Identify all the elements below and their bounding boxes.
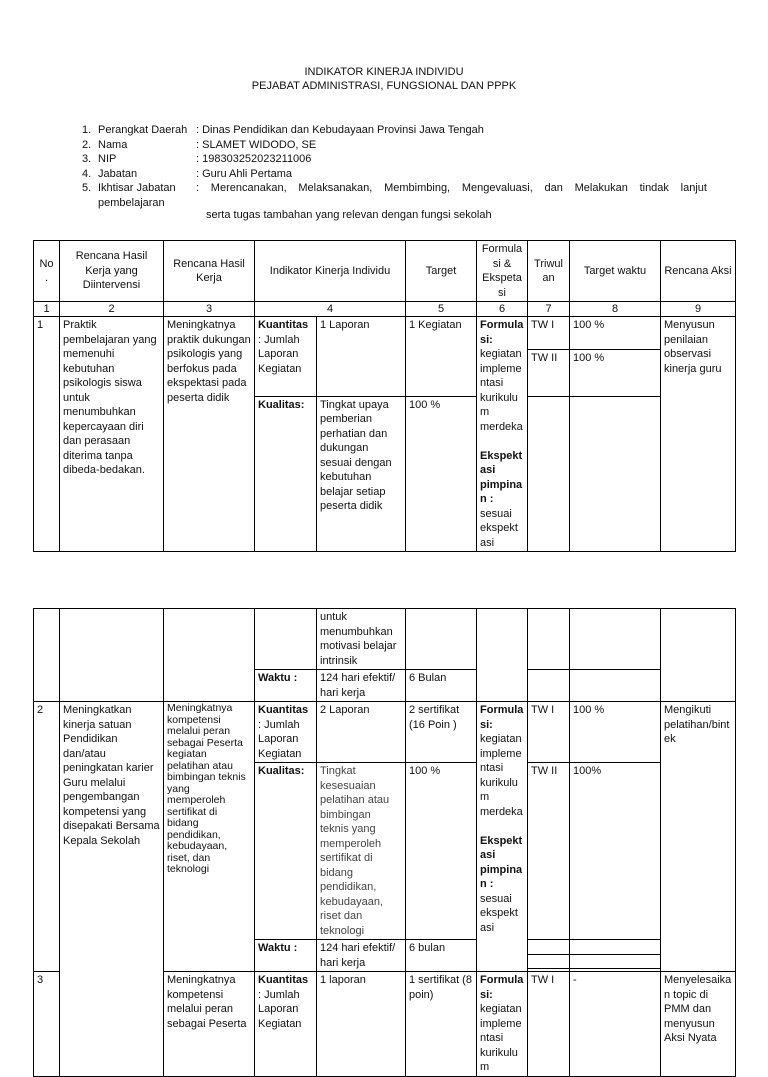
header-intervensi: Rencana Hasil Kerja yang Diintervensi <box>60 241 164 302</box>
row2-kuantitas-value: 2 Laporan <box>317 702 406 763</box>
row1-no: 1 <box>34 317 60 552</box>
row2-tw2-target: 100% <box>570 763 661 940</box>
row1-hasil: Meningkatnya praktik dukungan psikologis yang berfokus pada ekspektasi pada peserta didik <box>164 317 255 552</box>
row3-no: 3 <box>34 972 60 1077</box>
row2-kuantitas-target: 2 sertifikat (16 Poin ) <box>406 702 477 763</box>
row2-tw1: TW I <box>528 702 570 763</box>
document-subtitle: PEJABAT ADMINISTRASI, FUNGSIONAL DAN PPPK <box>251 80 517 92</box>
row1c-kualitas-value: untuk menumbuhkan motivasi belajar intrinsik <box>317 609 406 670</box>
header-target: Target <box>406 241 477 302</box>
info-label: NIP <box>98 153 117 165</box>
row2-waktu-target: 6 bulan <box>406 940 477 972</box>
row1-kuantitas-label: Kuantitas : Jumlah Laporan Kegiatan <box>255 317 317 397</box>
info-row-jabatan <box>82 167 707 182</box>
info-value: pembelajaran <box>98 196 165 209</box>
row1c-kualitas-target <box>406 609 477 670</box>
col-number: 6 <box>477 302 528 317</box>
row1-tw2-target: 100 % <box>570 350 661 396</box>
row1-tw1: TW I <box>528 317 570 350</box>
row1c-formulasi <box>477 609 528 702</box>
info-label: Ikhtisar Jabatan <box>98 182 176 194</box>
row1-tw2: TW II <box>528 350 570 396</box>
kinerja-table-page1 <box>33 240 736 552</box>
row1-tw1-target: 100 % <box>570 317 661 350</box>
document-title: INDIKATOR KINERJA INDIVIDU <box>304 66 464 78</box>
header-no: No . <box>34 241 60 302</box>
row2-aksi: Mengikuti pelatihan/bintek <box>661 702 736 972</box>
row1-kualitas-label: Kualitas: <box>255 396 317 551</box>
row1c-no <box>34 609 60 702</box>
row1-kualitas-value: Tingkat upaya pemberian perhatian dan dukungan sesuai dengan kebutuhan belajar setiap peserta didik <box>317 396 406 551</box>
row2-tw-empty <box>528 940 570 955</box>
row2-no: 2 <box>34 702 60 972</box>
kinerja-table-page2 <box>33 608 736 1077</box>
row3-tw1: TW I <box>528 972 570 1077</box>
row2-kualitas-target: 100 % <box>406 763 477 940</box>
info-row-nama <box>82 138 707 153</box>
row1c-aksi <box>661 609 736 702</box>
row2-intervensi: Meningkatkan kinerja satuan Pendidikan dan/atau peningkatan karier Guru melalui pengembangan kompetensi yang disepakati Bersama Kepala Sekolah <box>60 702 164 972</box>
row3-kuantitas-label: Kuantitas : Jumlah Laporan Kegiatan <box>255 972 317 1077</box>
row1c-target <box>570 609 661 670</box>
info-number: 5. <box>82 182 92 194</box>
row1c-waktu-label: Waktu : <box>255 670 317 702</box>
row1-kuantitas-value: 1 Laporan <box>317 317 406 397</box>
col-number: 8 <box>570 302 661 317</box>
row1c-tw-empty <box>528 670 570 702</box>
info-row-ikhtisar-cont <box>82 196 707 211</box>
row2-kuantitas-label: Kuantitas : Jumlah Laporan Kegiatan <box>255 702 317 763</box>
row2-hasil: Meningkatnya kompetensi melalui peran sebagai Peserta kegiatan pelatihan atau bimbingan teknis yang memperoleh sertifikat di bidang pendidikan, kebudayaan, riset, dan teknologi <box>164 702 255 972</box>
row3-kuantitas-value: 1 laporan <box>317 972 406 1077</box>
row1-formulasi: Formulasi: kegiatan implementasi kurikulum merdeka Ekspektasi pimpinan : sesuai ekspektasi <box>477 317 528 552</box>
info-value: : 198303252023211006 <box>196 153 312 165</box>
row1c-intervensi <box>60 609 164 702</box>
info-value: : Merencanakan, Melaksanakan, Membimbing, Mengevaluasi, dan Melakukan tindak lanjut <box>196 182 707 194</box>
row2-target-empty <box>570 955 661 968</box>
col-number: 9 <box>661 302 736 317</box>
header-hasil: Rencana Hasil Kerja <box>164 241 255 302</box>
info-label: Jabatan <box>98 167 138 180</box>
info-number: 2. <box>82 138 92 151</box>
row2-waktu-value: 124 hari efektif/ hari kerja <box>317 940 406 972</box>
row1c-tw <box>528 609 570 670</box>
row1-aksi: Menyusun penilaian observasi kinerja guru <box>661 317 736 552</box>
row3-tw1-target: - <box>570 972 661 1077</box>
row1c-waktu-target: 6 Bulan <box>406 670 477 702</box>
info-row-nip <box>82 152 707 167</box>
info-label: Nama <box>98 138 128 151</box>
header-formulasi: Formulasi & Ekspetasi <box>477 241 528 302</box>
header-target-waktu: Target waktu <box>570 241 661 302</box>
row1-tw-empty <box>528 396 570 551</box>
row1c-hasil <box>164 609 255 702</box>
row2-formulasi: Formulasi: kegiatan implementasi kurikulum merdeka Ekspektasi pimpinan : sesuai ekspektasi <box>477 702 528 972</box>
info-row-perangkat <box>82 123 707 138</box>
col-number: 7 <box>528 302 570 317</box>
info-value: : Guru Ahli Pertama <box>196 167 292 180</box>
info-value: : Dinas Pendidikan dan Kebudayaan Provinsi Jawa Tengah <box>196 124 484 136</box>
row1-kualitas-target: 100 % <box>406 396 477 551</box>
row3-kuantitas-target: 1 sertifikat (8 poin) <box>406 972 477 1077</box>
info-value-cont: serta tugas tambahan yang relevan dengan fungsi sekolah <box>206 209 492 221</box>
col-number: 2 <box>60 302 164 317</box>
info-label: Perangkat Daerah <box>98 124 188 136</box>
employee-info <box>82 123 707 210</box>
row2-tw-empty <box>528 955 570 968</box>
info-value: : SLAMET WIDODO, SE <box>196 138 317 151</box>
info-row-ikhtisar <box>82 181 707 196</box>
header-triwulan: Triwulan <box>528 241 570 302</box>
row1-kuantitas-target: 1 Kegiatan <box>406 317 477 397</box>
row2-waktu-label: Waktu : <box>255 940 317 972</box>
info-number: 4. <box>82 167 92 180</box>
row3-hasil: Meningkatnya kompetensi melalui peran sebagai Peserta <box>164 972 255 1077</box>
row1c-waktu-value: 124 hari efektif/ hari kerja <box>317 670 406 702</box>
row1c-target-empty <box>570 670 661 702</box>
col-number: 3 <box>164 302 255 317</box>
info-number: 3. <box>82 153 92 165</box>
row2-target-empty <box>570 940 661 955</box>
header-indikator: Indikator Kinerja Individu <box>255 241 406 302</box>
row3-aksi: Menyelesaikan topic di PMM dan menyusun Aksi Nyata <box>661 972 736 1077</box>
row3-formulasi: Formulasi: kegiatan implementasi kurikulum <box>477 972 528 1077</box>
row1-target-empty <box>570 396 661 551</box>
col-number: 4 <box>255 302 406 317</box>
row2-kualitas-value: Tingkat kesesuaian pelatihan atau bimbingan teknis yang memperoleh sertifikat di bidang pendidikan, kebudayaan, riset dan teknologi <box>317 763 406 940</box>
row2-tw2: TW II <box>528 763 570 940</box>
col-number: 1 <box>34 302 60 317</box>
row1c-kualitas-label <box>255 609 317 670</box>
row2-kualitas-label: Kualitas: <box>255 763 317 940</box>
row1-intervensi: Praktik pembelajaran yang memenuhi kebutuhan psikologis siswa untuk menumbuhkan kepercayaan diri dan perasaan diterima tanpa dibeda-bedakan. <box>60 317 164 552</box>
header-aksi: Rencana Aksi <box>661 241 736 302</box>
col-number: 5 <box>406 302 477 317</box>
row2-tw1-target: 100 % <box>570 702 661 763</box>
info-number: 1. <box>82 124 92 136</box>
